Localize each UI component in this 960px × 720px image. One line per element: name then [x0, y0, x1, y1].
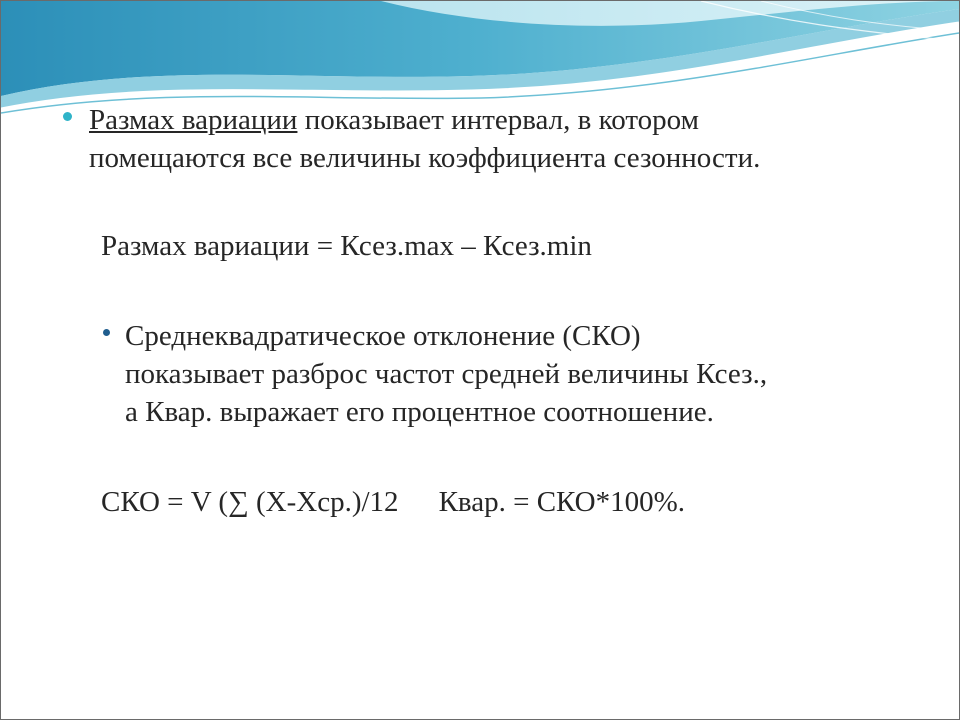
formula-sko: СКО = V (∑ (Х-Хср.)/12: [101, 486, 399, 518]
term-range-of-variation: Размах вариации: [89, 104, 298, 136]
formula-text: Размах вариации = Ксез.max – Ксез.min: [101, 230, 592, 262]
bullet-range-of-variation: [63, 101, 923, 177]
bullet-sko-line1: Среднеквадратическое отклонение (СКО): [125, 320, 641, 352]
bullet-sko-text: [125, 317, 923, 431]
bullet-sko-line2: показывает разброс частот средней величины Ксез.,: [125, 358, 768, 390]
formula-sko-kvar-text: [101, 483, 923, 521]
formula-range-of-variation: [63, 227, 923, 265]
bullet-dot-icon: [103, 329, 110, 336]
bullet-sko-line3: а Квар. выражает его процентное соотношение.: [125, 396, 714, 428]
bullet-text: [89, 101, 923, 177]
formula-kvar: Квар. = СКО*100%.: [438, 486, 686, 518]
bullet-text-rest: показывает интервал, в котором: [297, 104, 699, 136]
bullet-text-line2: помещаются все величины коэффициента сезонности.: [89, 142, 761, 174]
formula-sko-kvar: [63, 483, 923, 521]
bullet-dot-icon: [63, 112, 72, 121]
bullet-sko: [63, 317, 923, 431]
